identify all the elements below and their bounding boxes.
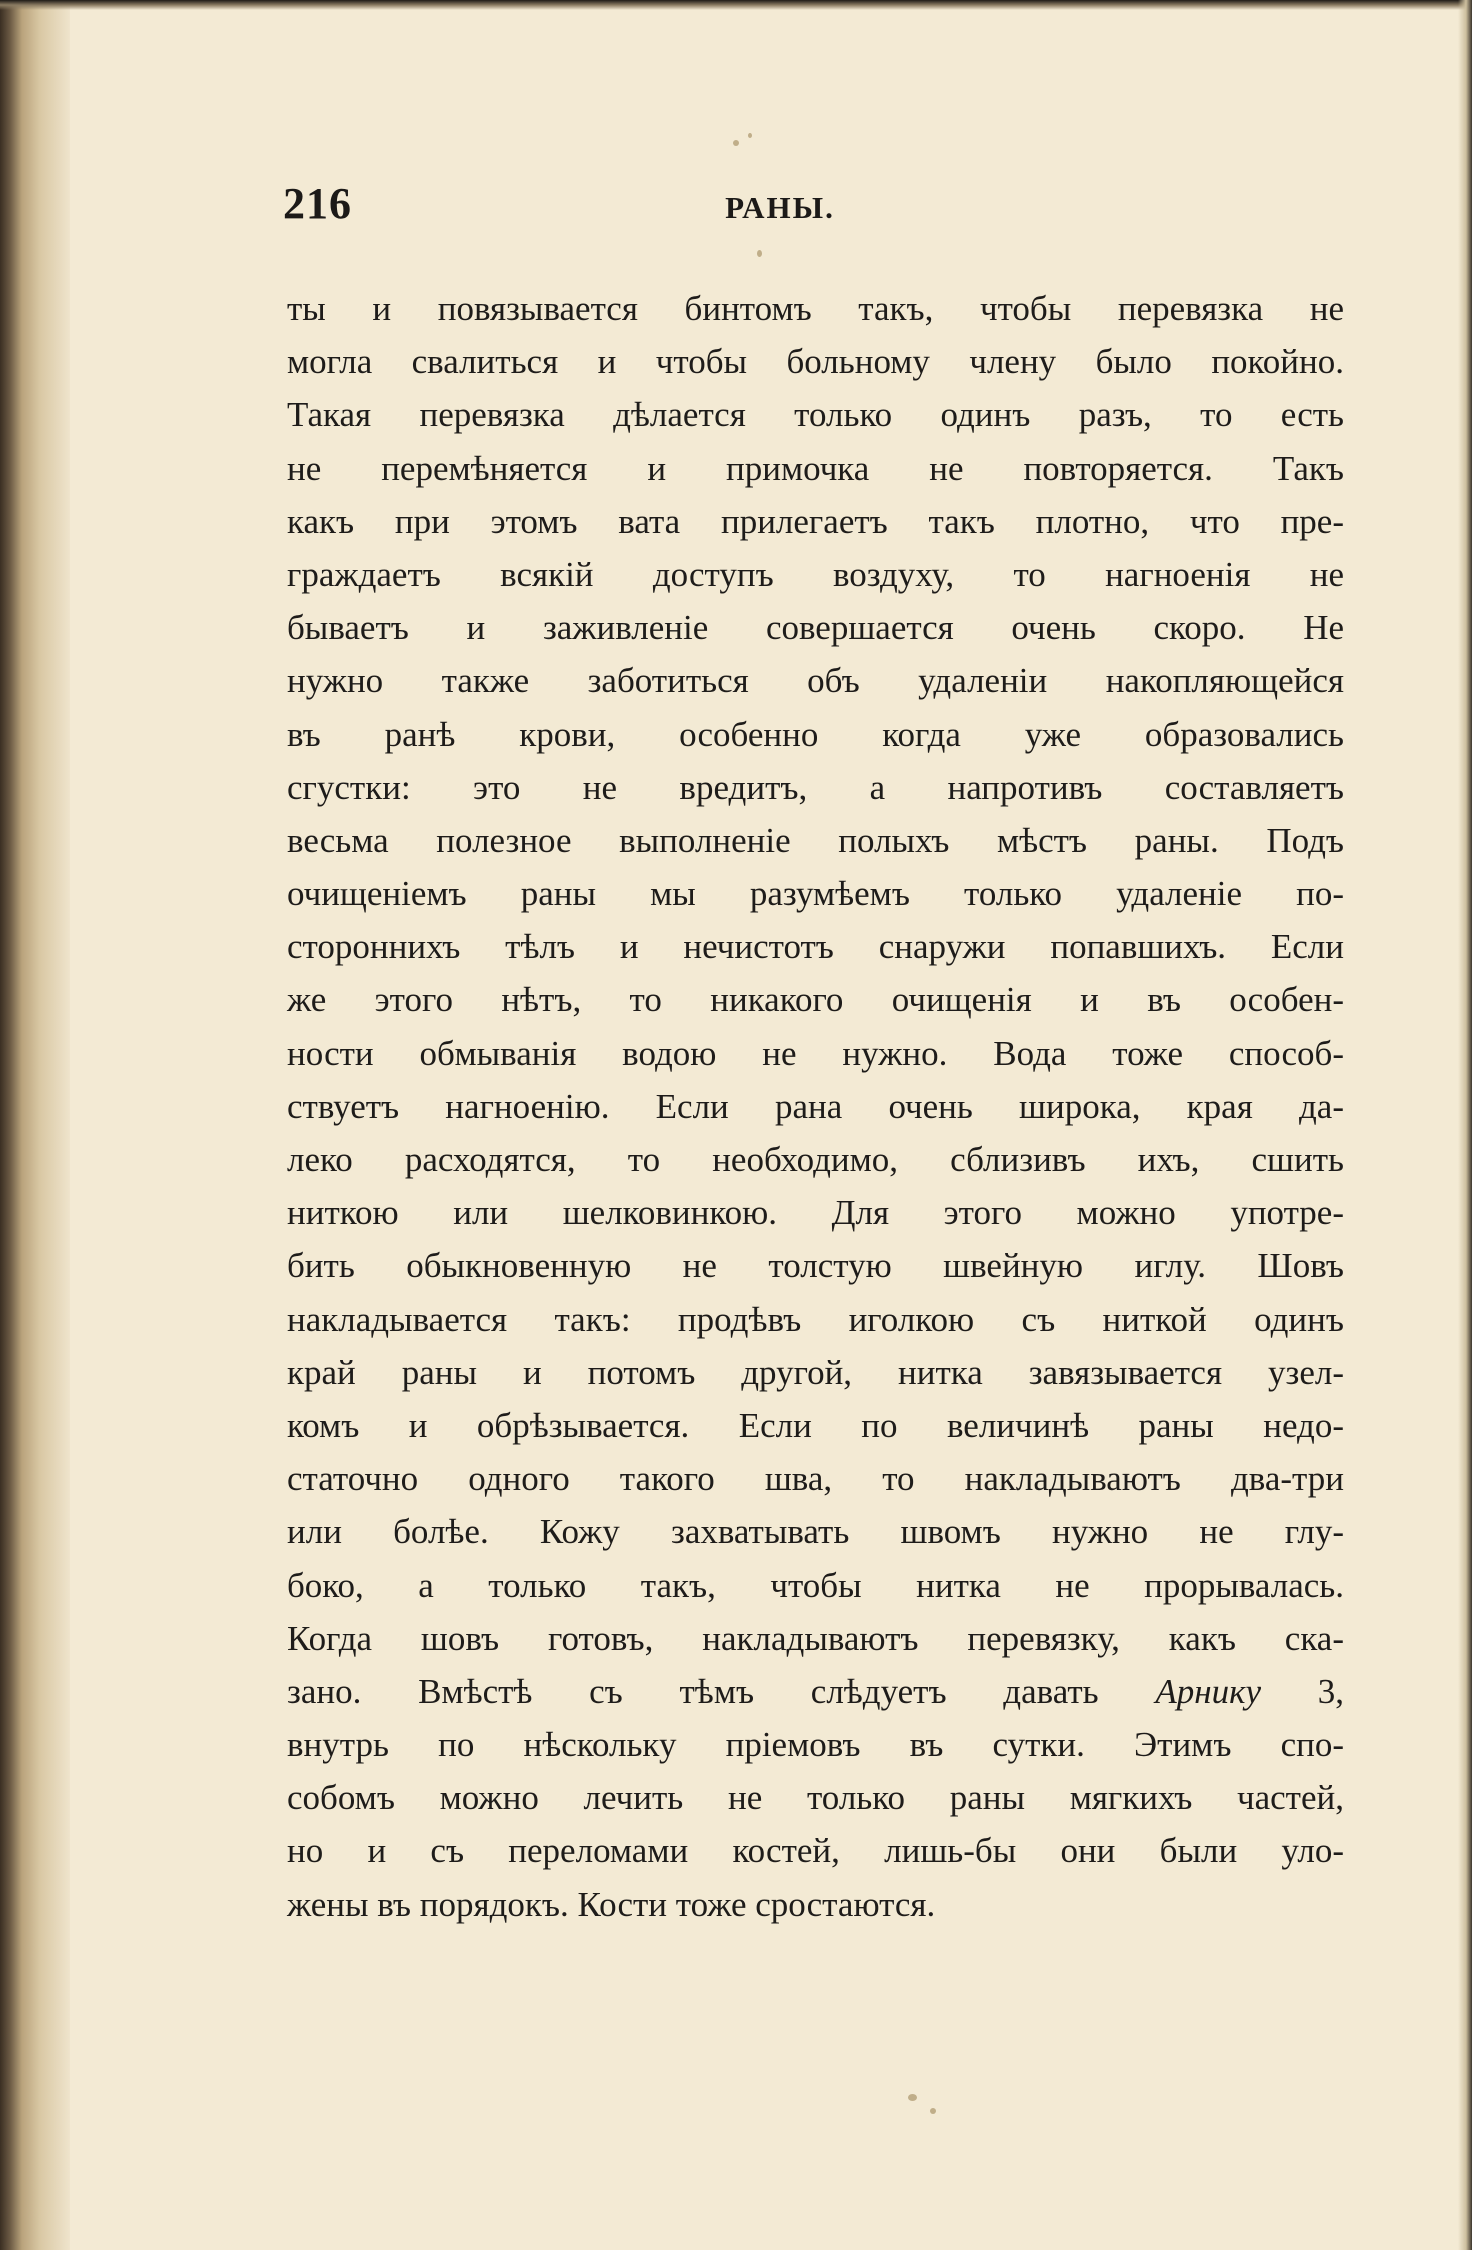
- text-line: край раны и потомъ другой, нитка завязывается узел-: [287, 1352, 1344, 1392]
- text-line: боко, а только такъ, чтобы нитка не прорывалась.: [287, 1565, 1344, 1605]
- page-right-edge: [1458, 0, 1472, 2250]
- paper-speck: [748, 133, 752, 138]
- text-line: могла свалиться и чтобы больному члену было покойно.: [287, 342, 1344, 382]
- text-line: стороннихъ тѣлъ и нечистотъ снаружи попавшихъ. Если: [287, 927, 1344, 967]
- paper-speck: [930, 2108, 936, 2114]
- text-line: граждаетъ всякій доступъ воздуху, то нагноенія не: [287, 554, 1344, 594]
- text-line: внутрь по нѣскольку пріемовъ въ сутки. Этимъ спо-: [287, 1725, 1344, 1765]
- text-segment: 3,: [1261, 1671, 1344, 1711]
- paper-speck: [908, 2094, 917, 2101]
- body-text: [287, 282, 1344, 1931]
- text-line: но и съ переломами костей, лишь-бы они были уло-: [287, 1831, 1344, 1871]
- text-line: Такая перевязка дѣлается только одинъ разъ, то есть: [287, 395, 1344, 435]
- text-line: какъ при этомъ вата прилегаетъ такъ плотно, что пре-: [287, 501, 1344, 541]
- italic-remedy-name: Арнику: [1155, 1671, 1261, 1711]
- text-line: леко расходятся, то необходимо, сблизивъ ихъ, сшить: [287, 1140, 1344, 1179]
- page-top-edge: [0, 0, 1472, 10]
- text-line: очищеніемъ раны мы разумѣемъ только удаленіе по-: [287, 874, 1344, 914]
- text-line: ствуетъ нагноенію. Если рана очень широка, края да-: [287, 1086, 1344, 1126]
- text-line: ты и повязывается бинтомъ такъ, чтобы перевязка не: [287, 289, 1344, 328]
- paper-speck: [733, 140, 739, 146]
- paper-speck: [757, 250, 762, 257]
- text-line: или болѣе. Кожу захватывать швомъ нужно не глу-: [287, 1512, 1344, 1552]
- text-line: собомъ можно лечить не только раны мягкихъ частей,: [287, 1778, 1344, 1818]
- text-line: статочно одного такого шва, то накладываютъ два-три: [287, 1459, 1344, 1499]
- text-line: въ ранѣ крови, особенно когда уже образовались: [287, 714, 1344, 754]
- text-line: [287, 1665, 1344, 1718]
- page-number: 216: [283, 179, 352, 228]
- text-line: же этого нѣтъ, то никакого очищенія и въ особен-: [287, 980, 1344, 1020]
- text-line: комъ и обрѣзывается. Если по величинѣ раны недо-: [287, 1405, 1344, 1445]
- text-line: сгустки: это не вредитъ, а напротивъ составляетъ: [287, 767, 1344, 807]
- text-line: весьма полезное выполненіе полыхъ мѣстъ раны. Подъ: [287, 820, 1344, 860]
- text-line: нужно также заботиться объ удаленіи накопляющейся: [287, 661, 1344, 701]
- text-line: ниткою или шелковинкою. Для этого можно употре-: [287, 1193, 1344, 1233]
- text-line: Когда шовъ готовъ, накладываютъ перевязку, какъ ска-: [287, 1618, 1344, 1658]
- text-line: не перемѣняется и примочка не повторяется. Такъ: [287, 448, 1344, 488]
- running-head: РАНЫ.: [725, 190, 835, 225]
- text-line: жены въ порядокъ. Кости тоже сростаются.: [287, 1884, 936, 1924]
- text-line: накладывается такъ: продѣвъ иголкою съ ниткой одинъ: [287, 1299, 1344, 1339]
- page-binding-edge: [0, 0, 70, 2250]
- text-line: ности обмыванія водою не нужно. Вода тоже способ-: [287, 1033, 1344, 1073]
- text-line: бить обыкновенную не толстую швейную иглу. Шовъ: [287, 1246, 1344, 1286]
- text-segment: зано. Вмѣстѣ съ тѣмъ слѣдуетъ давать: [287, 1671, 1156, 1711]
- text-line: бываетъ и заживленіе совершается очень скоро. Не: [287, 608, 1344, 648]
